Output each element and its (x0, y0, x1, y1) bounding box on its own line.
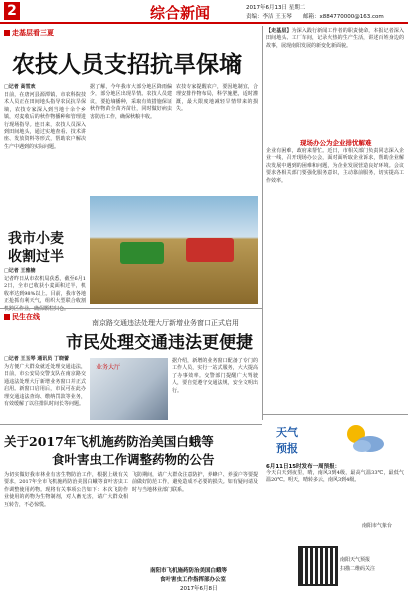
box-title: 现场办公为企业排忧解难 (300, 139, 372, 147)
story3-body-2: 据介绍，新增的业务窗口配备了专门的工作人员，实行一站式服务，大大提高了办事效率。交警部门提醒广大驾驶人，要自觉遵守交通法规，安全文明出行。 (172, 358, 258, 394)
section-label-1: 走基层看三夏 (4, 28, 54, 38)
notice-body-2: 飞防期间，请广大群众注意防护，养蜂户、养蚕户等要提前做好防范工作，避免造成不必要的损失。如有疑问请及时与当地林业部门联系。 (132, 472, 258, 493)
story3-body: 为方便广大群众就近处理交通违法，日前，市公安局交警支队在南京路交通违法处理大厅新增业务窗口并正式启用。新窗口启用后，市民可在此办理交通违法查询、缴纳罚款等业务，有效缓解了以往排队时间长等问题。 (4, 364, 86, 408)
notice-signature-2: 食叶害虫工作指挥部办公室 (160, 577, 227, 583)
office-sign: 业务大厅 (96, 364, 121, 371)
story1-body: 日前，在唐河县源潭镇，市农科院技术人员正在田间地头指导农民抗旱保墒，农技专家深入到当地十余个乡镇，对麦收后的秋作物播种和管理进行现场指导。连日来，农技人员深入到田间地头，通过实地查看、技术讲座、发放资料等形式，帮助农户解决生产中遇到的实际问题。 (4, 92, 86, 150)
story2-byline: □记者 王雅楠 (4, 268, 36, 274)
story1-byline: □记者 高雪欢 (4, 84, 36, 90)
harvest-photo (90, 196, 258, 304)
story2-title-line1: 我市小麦 (8, 231, 64, 247)
editor-line: 责编：李洁 王玉琴 (246, 14, 292, 20)
header-rule (0, 22, 408, 24)
harvester-green (120, 242, 164, 264)
email-line: 邮箱：x884770000@163.com (303, 14, 384, 20)
editor-note (266, 28, 404, 134)
story1-body-3: 农技专家提醒农户，要因地制宜，合理安排作物布局，科学施肥，适时灌溉，最大限度地减轻旱情带来的损失。 (176, 84, 258, 113)
harvester-red (186, 238, 234, 262)
qr-caption-1: 南阳天气预报 (340, 557, 371, 563)
weather-source: 南阳市气象台 (362, 523, 393, 529)
story2-title-line2: 收割过半 (8, 249, 64, 265)
page-number: 2 (4, 2, 20, 20)
section-label-3: 民生在线 (4, 312, 40, 322)
date-line: 2017年6月13日 星期二 (246, 5, 306, 11)
section-title: 综合新闻 (150, 4, 211, 22)
notice-body: 为切实做好我市林业有害生物防治工作，根据上级有关要求，2017年全市飞机施药防治美国白蛾等食叶害虫工作调整使用药物。现将有关事项公告如下：本次飞防作业使用的药物为生物制剂，对人畜无害，请广大群众相互转告，不必惊慌。 (4, 472, 128, 508)
editor-note-text: 为深入践行新闻工作者的职责使命，本报记者深入田间地头、工厂车间，记录火热的生产生活，讲述百姓身边的故事，展现南阳发展的新变化新面貌。 (266, 28, 404, 49)
story1-body-2: 据了解，今年我市大部分地区降雨偏少，部分地区出现旱情。农技人员建议，要抢墒播种，采取有效措施保证秋作物苗全苗齐苗壮，同时做好病虫害防治工作，确保秋粮丰收。 (90, 84, 172, 120)
story3-kicker: 南京路交通违法处理大厅新增业务窗口正式启用 (92, 319, 239, 327)
page-header (0, 0, 408, 22)
weather-title-2: 预报 (276, 442, 298, 455)
story2-body: 记者昨日从市农机局获悉，截至6月12日，全市已收获小麦面积过半，机收率达到98%以上。目前，我市各地正抢抓有利天气，组织大型联合收割 (4, 276, 86, 305)
box-body: 企业有困难，政府来帮忙。近日，市相关部门负责同志深入企业一线，召开现场办公会，面对面听取企业诉求，帮助企业解决发展中遇到的困难和问题，为企业发展营造良好环境。会议要求各相关部门要强化服务意识，主动靠前服务，切实提高工作效率。 (266, 148, 404, 184)
notice-title-1: 关于2017年飞机施药防治美国白蛾等 (4, 434, 214, 449)
sun-cloud-icon (342, 420, 388, 456)
qr-code[interactable] (300, 548, 336, 584)
office-photo (90, 358, 168, 420)
weather-date-head: 6月11日15时发布一周预报： (266, 464, 341, 470)
weather-text: 今天白天到夜里，晴，南风3到4级，最高气温33℃，最低气温20℃。明天，晴转多云，南风3到4级。 (266, 470, 404, 484)
weather-top-rule (262, 414, 408, 415)
story3-title: 市民处理交通违法更便捷 (66, 333, 253, 353)
story1-title: 农技人员支招抗旱保墒 (12, 51, 242, 78)
story3-top-rule (0, 308, 262, 309)
editor-note-head: 【走基层】 (266, 28, 292, 34)
column-divider (262, 26, 263, 420)
notice-title-2: 食叶害虫工作调整药物的公告 (52, 452, 215, 467)
notice-top-rule (0, 424, 262, 425)
notice-signature-date: 2017年6月8日 (180, 586, 218, 592)
qr-caption-2: 扫描二维码关注 (340, 566, 376, 572)
story3-byline: □记者 王玉琴 通讯员 丁晓蕾 (4, 356, 69, 362)
notice-signature-1: 南阳市飞机施药防治美国白蛾等 (150, 568, 228, 574)
weather-title-1: 天气 (276, 426, 298, 439)
